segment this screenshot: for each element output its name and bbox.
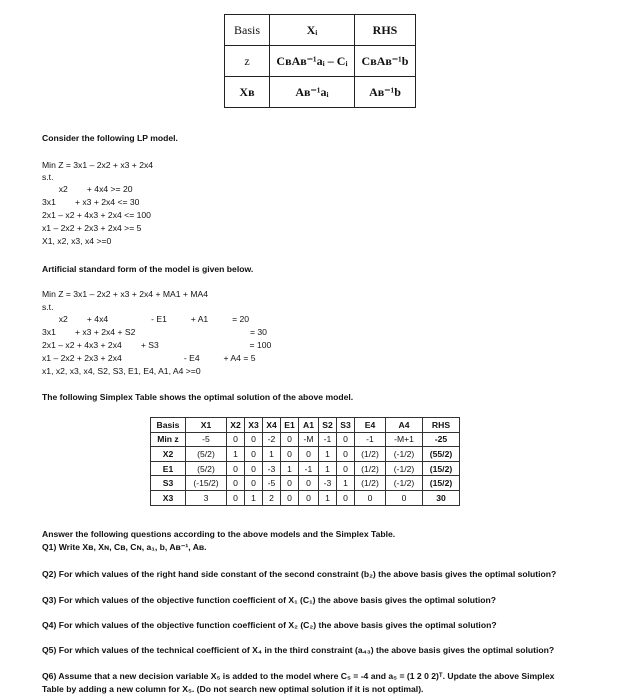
summary-header-row — [225, 15, 416, 46]
question-6-continued: Table by adding a new column for X₅. (Do not search new optimal solution if it is not optimal). — [42, 684, 424, 694]
question-1: Q1) Write Xʙ, Xɴ, Cʙ, Cɴ, a₁, b, Aʙ⁻¹, Aʙ. — [42, 542, 207, 552]
simplex-cell: 0 — [337, 447, 355, 462]
simplex-cell: (-1/2) — [386, 461, 423, 476]
simplex-rhs-cell: -25 — [423, 432, 460, 447]
simplex-cell: -M+1 — [386, 432, 423, 447]
simplex-col-header: E1 — [281, 418, 299, 433]
simplex-row — [151, 490, 460, 505]
simplex-col-header: A4 — [386, 418, 423, 433]
simplex-cell: 0 — [299, 490, 319, 505]
model-line: s.t. — [42, 172, 54, 182]
simplex-row — [151, 476, 460, 491]
summary-header-basis: Basis — [225, 15, 270, 46]
simplex-cell: 1 — [227, 447, 245, 462]
simplex-cell: (5/2) — [186, 447, 227, 462]
question-5: Q5) For which values of the technical coefficient of X₄ in the third constraint (a₄₃) the above basis gives the optimal solution? — [42, 645, 555, 655]
simplex-cell: -M — [299, 432, 319, 447]
summary-table — [224, 14, 416, 108]
model-line: x1 – 2x2 + 2x3 + 2x4 >= 5 — [42, 223, 142, 233]
model-line: X1, x2, x3, x4 >=0 — [42, 236, 112, 246]
simplex-basis-cell: X2 — [151, 447, 186, 462]
simplex-cell: -1 — [355, 432, 386, 447]
summary-cell: Aʙ⁻¹b — [355, 77, 416, 108]
question-4: Q4) For which values of the objective function coefficient of X₂ (C₂) the above basis gives the optimal solution? — [42, 620, 497, 630]
simplex-cell: 1 — [319, 447, 337, 462]
summary-cell: z — [225, 46, 270, 77]
simplex-cell: 0 — [281, 490, 299, 505]
simplex-cell: 1 — [245, 490, 263, 505]
simplex-cell: 0 — [245, 476, 263, 491]
simplex-cell: (-15/2) — [186, 476, 227, 491]
simplex-cell: (-1/2) — [386, 447, 423, 462]
artificial-line: x1 – 2x2 + 2x3 + 2x4 - E4 + A4 = 5 — [42, 353, 256, 363]
simplex-row — [151, 447, 460, 462]
simplex-table — [150, 417, 460, 506]
simplex-cell: 0 — [337, 490, 355, 505]
simplex-cell: 0 — [245, 447, 263, 462]
simplex-heading: The following Simplex Table shows the optimal solution of the above model. — [42, 392, 354, 402]
simplex-cell: 0 — [227, 461, 245, 476]
simplex-cell: 0 — [245, 432, 263, 447]
simplex-col-header: A1 — [299, 418, 319, 433]
simplex-cell: (1/2) — [355, 447, 386, 462]
intro-text: Consider the following LP model. — [42, 133, 178, 143]
simplex-header-row — [151, 418, 460, 433]
simplex-cell: -3 — [263, 461, 281, 476]
summary-header-rhs: RHS — [355, 15, 416, 46]
model-line: 2x1 – x2 + 4x3 + 2x4 <= 100 — [42, 210, 151, 220]
simplex-cell: 0 — [337, 461, 355, 476]
simplex-cell: 0 — [281, 476, 299, 491]
simplex-cell: (5/2) — [186, 461, 227, 476]
simplex-cell: 1 — [281, 461, 299, 476]
simplex-cell: 0 — [281, 447, 299, 462]
simplex-cell: -3 — [319, 476, 337, 491]
simplex-row — [151, 432, 460, 447]
summary-row-z — [225, 46, 416, 77]
simplex-basis-cell: X3 — [151, 490, 186, 505]
question-3: Q3) For which values of the objective function coefficient of X₁ (C₁) the above basis gives the optimal solution? — [42, 595, 497, 605]
summary-cell: Xʙ — [225, 77, 270, 108]
model-line: Min Z = 3x1 – 2x2 + x3 + 2x4 — [42, 160, 154, 170]
simplex-col-header: RHS — [423, 418, 460, 433]
summary-header-xi: Xᵢ — [270, 15, 355, 46]
simplex-basis-cell: Min z — [151, 432, 186, 447]
simplex-col-header: S2 — [319, 418, 337, 433]
summary-cell: Aʙ⁻¹aᵢ — [270, 77, 355, 108]
simplex-cell: 0 — [281, 432, 299, 447]
artificial-line: Min Z = 3x1 – 2x2 + x3 + 2x4 + MA1 + MA4 — [42, 289, 208, 299]
questions-intro: Answer the following questions according to the above models and the Simplex Table. — [42, 529, 396, 539]
simplex-rhs-cell: 30 — [423, 490, 460, 505]
simplex-rhs-cell: (15/2) — [423, 461, 460, 476]
simplex-row — [151, 461, 460, 476]
simplex-col-header: E4 — [355, 418, 386, 433]
artificial-line: 3x1 + x3 + 2x4 + S2 = 30 — [42, 327, 267, 337]
simplex-cell: 0 — [337, 432, 355, 447]
artificial-line: s.t. — [42, 302, 54, 312]
simplex-cell: (1/2) — [355, 461, 386, 476]
simplex-cell: 0 — [299, 476, 319, 491]
simplex-cell: 0 — [299, 447, 319, 462]
simplex-cell: 0 — [386, 490, 423, 505]
simplex-cell: 0 — [245, 461, 263, 476]
simplex-cell: 0 — [227, 490, 245, 505]
simplex-cell: 0 — [227, 476, 245, 491]
artificial-line: x1, x2, x3, x4, S2, S3, E1, E4, A1, A4 >=0 — [42, 366, 201, 376]
simplex-cell: (1/2) — [355, 476, 386, 491]
simplex-cell: -1 — [319, 432, 337, 447]
simplex-cell: 2 — [263, 490, 281, 505]
simplex-col-header: X1 — [186, 418, 227, 433]
simplex-cell: -5 — [263, 476, 281, 491]
simplex-col-header: X3 — [245, 418, 263, 433]
simplex-rhs-cell: (15/2) — [423, 476, 460, 491]
question-6: Q6) Assume that a new decision variable X₅ is added to the model where C₅ = -4 and a₅ = (1 2 0 2)ᵀ. Update the above Simplex — [42, 671, 555, 681]
simplex-col-header: X2 — [227, 418, 245, 433]
simplex-cell: 1 — [337, 476, 355, 491]
simplex-rhs-cell: (55/2) — [423, 447, 460, 462]
simplex-basis-cell: E1 — [151, 461, 186, 476]
simplex-cell: -5 — [186, 432, 227, 447]
simplex-basis-cell: S3 — [151, 476, 186, 491]
simplex-cell: 1 — [319, 490, 337, 505]
artificial-line: 2x1 – x2 + 4x3 + 2x4 + S3 = 100 — [42, 340, 272, 350]
simplex-col-header: X4 — [263, 418, 281, 433]
simplex-cell: (-1/2) — [386, 476, 423, 491]
simplex-cell: 0 — [227, 432, 245, 447]
summary-cell: CʙAʙ⁻¹aᵢ – Cᵢ — [270, 46, 355, 77]
simplex-col-header: S3 — [337, 418, 355, 433]
simplex-cell: 1 — [263, 447, 281, 462]
simplex-cell: 1 — [319, 461, 337, 476]
simplex-cell: -1 — [299, 461, 319, 476]
simplex-cell: 0 — [355, 490, 386, 505]
artificial-heading: Artificial standard form of the model is given below. — [42, 264, 254, 274]
artificial-line: x2 + 4x4 - E1 + A1 = 20 — [42, 314, 250, 324]
model-line: 3x1 + x3 + 2x4 <= 30 — [42, 197, 140, 207]
summary-row-xb — [225, 77, 416, 108]
simplex-col-header: Basis — [151, 418, 186, 433]
simplex-cell: 3 — [186, 490, 227, 505]
summary-cell: CʙAʙ⁻¹b — [355, 46, 416, 77]
simplex-cell: -2 — [263, 432, 281, 447]
question-2: Q2) For which values of the right hand side constant of the second constraint (b₂) the above basis gives the optimal solution? — [42, 569, 557, 579]
model-line: x2 + 4x4 >= 20 — [42, 184, 133, 194]
